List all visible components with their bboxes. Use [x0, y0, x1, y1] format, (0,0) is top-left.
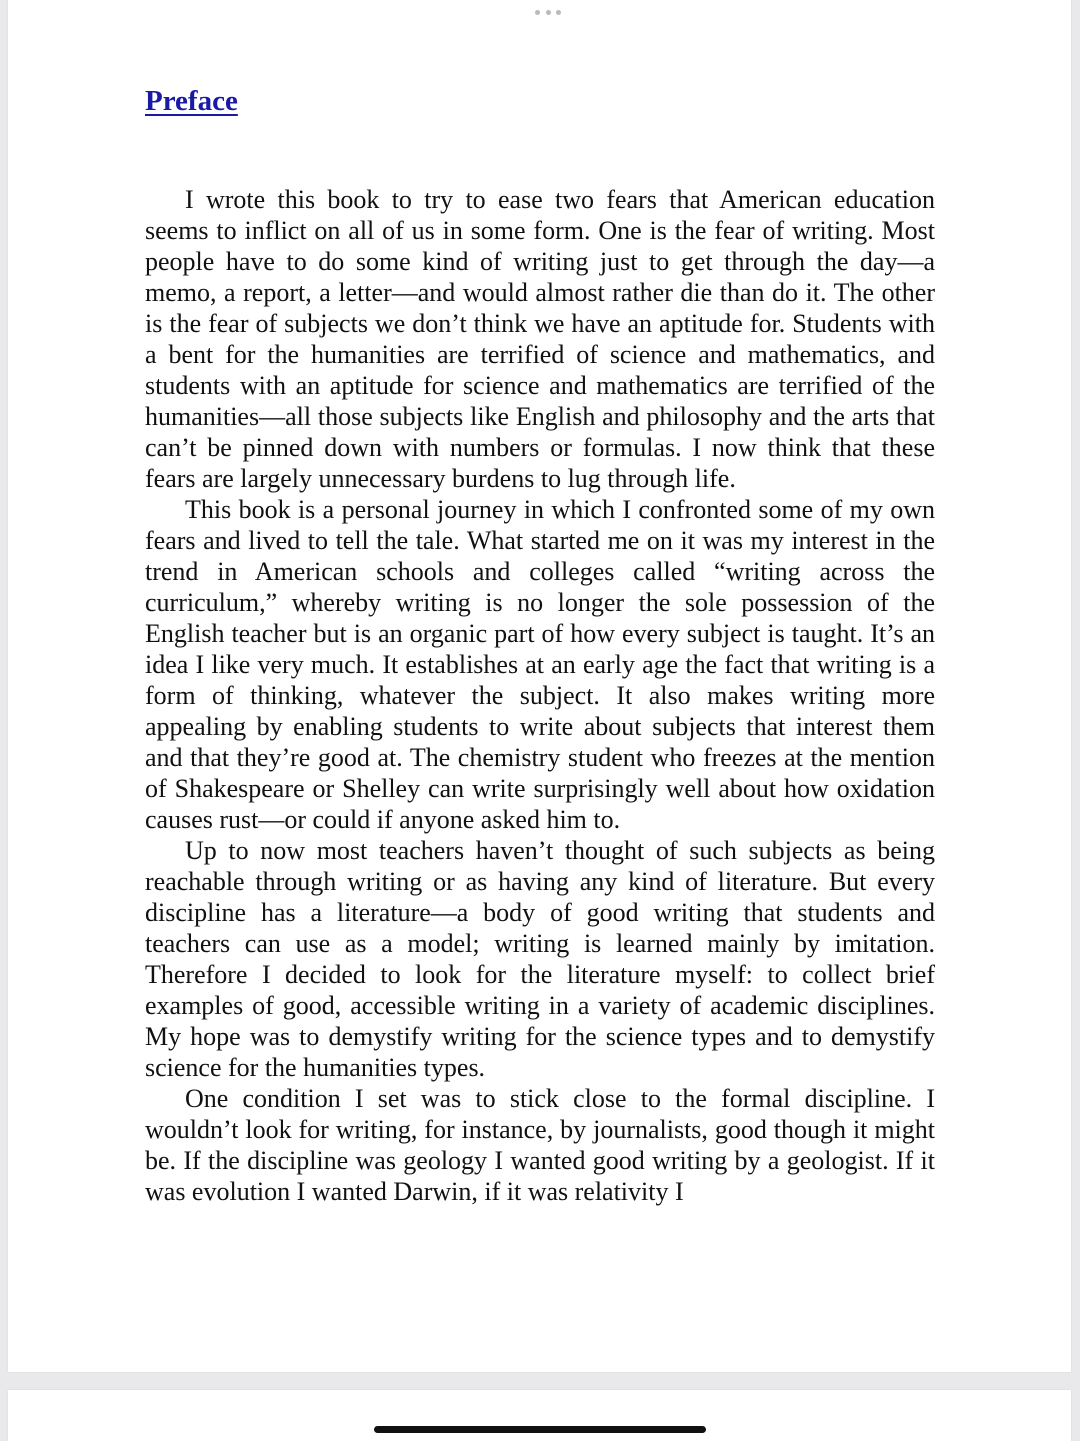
paragraph: This book is a personal journey in which I confronted some of my own fears and lived to tell the tale. What started me on it was my interest in the trend in American schools and colleges called “writing across the curriculum,” whereby writing is no longer the sole possession of the English teacher but is an organic part of how every subject is taught. It’s an idea I like very much. It establishes at an early age the fact that writing is a form of thinking, whatever the subject. It also makes writing more appealing by enabling students to write about subjects that interest them and that they’re good at. The chemistry student who freezes at the mention of Shakespeare or Shelley can write surprisingly well about how oxidation causes rust—or could if anyone asked him to. — [145, 495, 935, 834]
paragraph: One condition I set was to stick close to the formal discipline. I wouldn’t look for writing, for instance, by journalists, good though it might be. If the discipline was geology I wanted good writing by a geologist. If it was evolution I wanted Darwin, if it was relativity I — [145, 1084, 935, 1206]
chapter-body — [145, 184, 935, 1207]
dot — [546, 10, 551, 15]
paragraph: Up to now most teachers haven’t thought of such subjects as being reachable through writing or as having any kind of literature. But every discipline has a literature—a body of good writing that students and teachers can use as a model; writing is learned mainly by imitation. Therefore I decided to look for the literature myself: to collect brief examples of good, accessible writing in a variety of academic disciplines. My hope was to demystify writing for the science types and to demystify science for the humanities types. — [145, 836, 935, 1082]
dot — [556, 10, 561, 15]
dot — [535, 10, 540, 15]
home-indicator[interactable] — [374, 1426, 706, 1433]
next-page-preview — [8, 1390, 1071, 1441]
more-options-icon[interactable] — [535, 4, 561, 20]
paragraph: I wrote this book to try to ease two fears that American education seems to inflict on all of us in some form. One is the fear of writing. Most people have to do some kind of writing just to get through the day—a memo, a report, a letter—and would almost rather die than do it. The other is the fear of subjects we don’t think we have an aptitude for. Students with a bent for the humanities are terrified of science and mathematics, and students with an aptitude for science and mathematics are terrified of the humanities—all those subjects like English and philosophy and the arts that can’t be pinned down with numbers or formulas. I now think that these fears are largely unnecessary burdens to lug through life. — [145, 185, 935, 493]
chapter-title-link[interactable]: Preface — [145, 85, 238, 117]
